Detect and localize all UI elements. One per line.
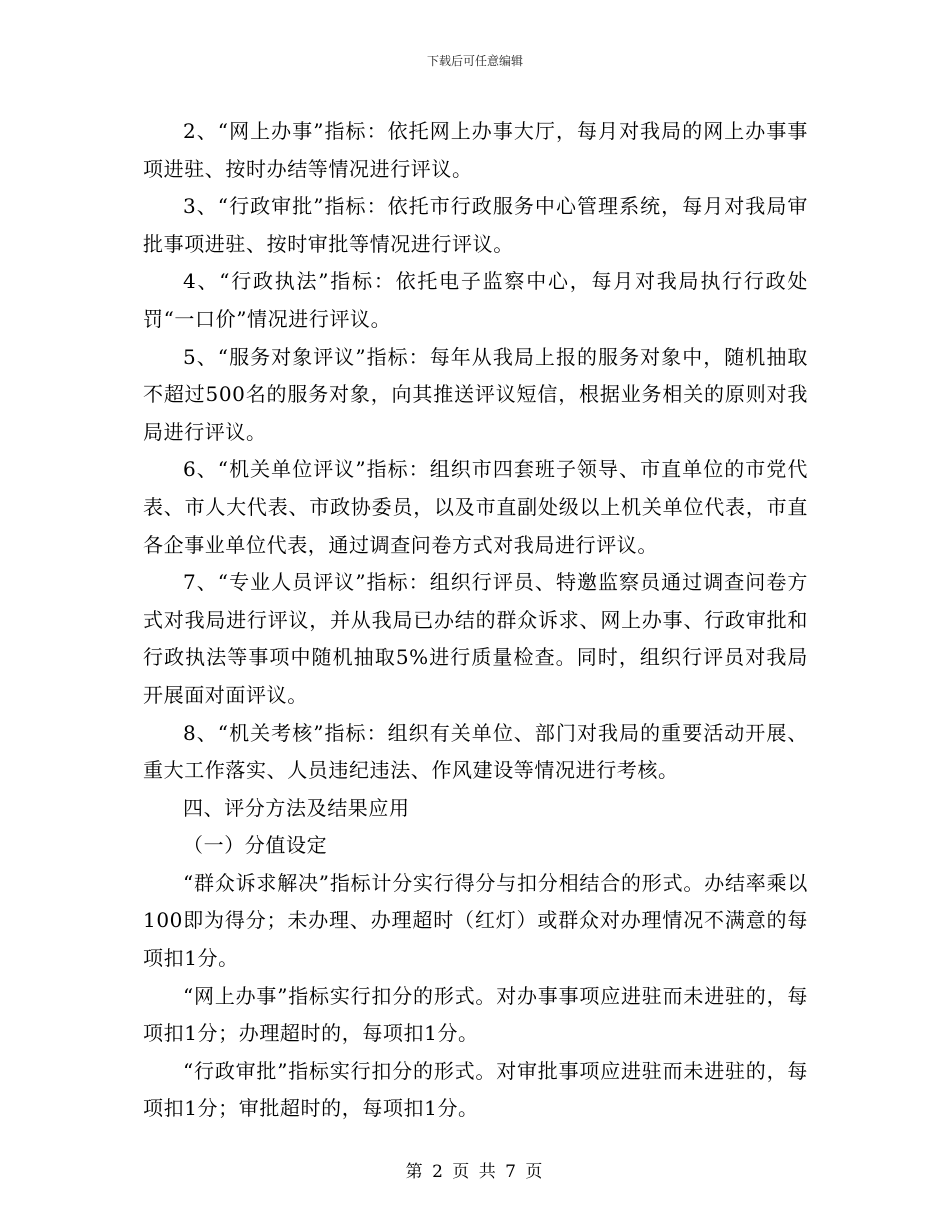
paragraph-approval-scoring: “行政审批”指标实行扣分的形式。对审批事项应进驻而未进驻的，每项扣1分；审批超时的，每项扣1分。	[143, 1058, 808, 1121]
paragraph-agency-assessment: 8、“机关考核”指标：组织有关单位、部门对我局的重要活动开展、重大工作落实、人员违纪违法、作风建设等情况进行考核。	[143, 720, 808, 783]
paragraph-service-object-review: 5、“服务对象评议”指标：每年从我局上报的服务对象中，随机抽取不超过500名的服务对象，向其推送评议短信，根据业务相关的原则对我局进行评议。	[143, 344, 808, 444]
paragraph-online-affairs: 2、“网上办事”指标：依托网上办事大厅，每月对我局的网上办事事项进驻、按时办结等情况进行评议。	[143, 119, 808, 181]
section-heading-scoring: 四、评分方法及结果应用	[183, 795, 410, 820]
subsection-heading-score-setting: （一）分值设定	[183, 833, 328, 858]
paragraph-agency-review: 6、“机关单位评议”指标：组织市四套班子领导、市直单位的市党代表、市人大代表、市政协委员，以及市直副处级以上机关单位代表，市直各企事业单位代表，通过调查问卷方式对我局进行评议。	[143, 457, 808, 557]
paragraph-administrative-approval: 3、“行政审批”指标：依托市行政服务中心管理系统，每月对我局审批事项进驻、按时审批等情况进行评议。	[143, 194, 808, 256]
paragraph-administrative-enforcement: 4、“行政执法”指标：依托电子监察中心，每月对我局执行行政处罚“一口价”情况进行评议。	[143, 269, 808, 331]
page-footer: 第 2 页 共 7 页	[405, 1162, 545, 1182]
paragraph-appeal-resolution-scoring: “群众诉求解决”指标计分实行得分与扣分相结合的形式。办结率乘以100即为得分；未办理、办理超时（红灯）或群众对办理情况不满意的每项扣1分。	[143, 870, 808, 971]
page-header: 下载后可任意编辑	[426, 54, 523, 68]
paragraph-professional-review: 7、“专业人员评议”指标：组织行评员、特邀监察员通过调查问卷方式对我局进行评议，并从我局已办结的群众诉求、网上办事、行政审批和行政执法等事项中随机抽取5%进行质量检查。同时，组织行评员对我局开展面对面评议。	[143, 570, 808, 707]
document-body	[143, 113, 808, 1128]
paragraph-online-affairs-scoring: “网上办事”指标实行扣分的形式。对办事事项应进驻而未进驻的，每项扣1分；办理超时的，每项扣1分。	[143, 983, 808, 1046]
